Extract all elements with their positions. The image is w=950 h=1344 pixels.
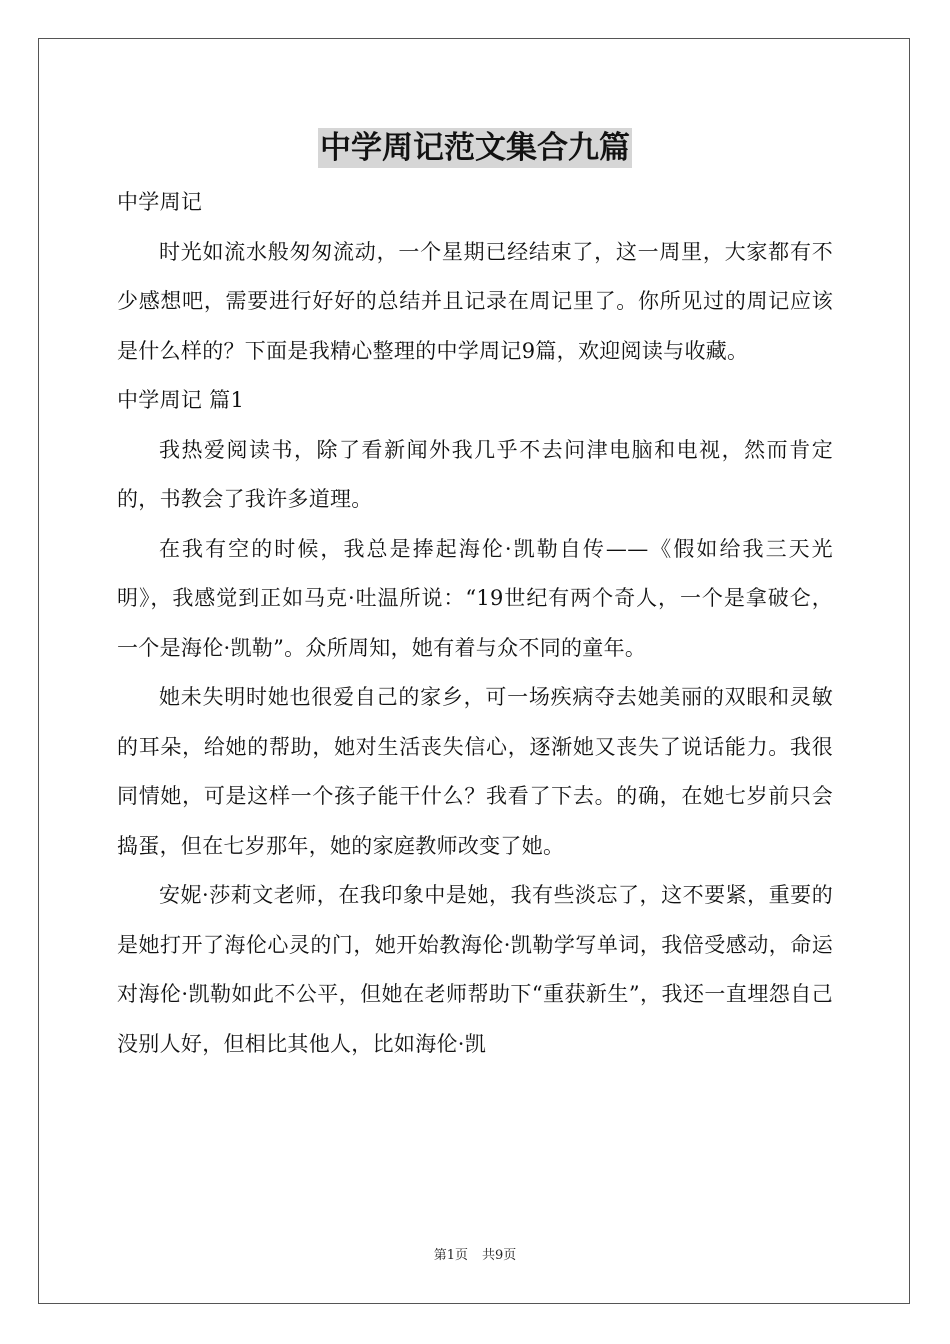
paragraph: 她未失明时她也很爱自己的家乡，可一场疾病夺去她美丽的双眼和灵敏的耳朵，给她的帮助，她对生活丧失信心，逐渐她又丧失了说话能力。我很同情她，可是这样一个孩子能干什么？我看了下去。的确，在她七岁前只会捣蛋，但在七岁那年，她的家庭教师改变了她。 (117, 685, 833, 858)
paragraph: 安妮·莎莉文老师，在我印象中是她，我有些淡忘了，这不要紧，重要的是她打开了海伦心灵的门，她开始教海伦·凯勒学写单词，我倍受感动，命运对海伦·凯勒如此不公平，但她在老师帮助下“重获新生”，我还一直埋怨自己没别人好，但相比其他人，比如海伦·凯 (117, 883, 833, 1056)
paragraph: 我热爱阅读书，除了看新闻外我几乎不去问津电脑和电视，然而肯定的，书教会了我许多道理。 (117, 437, 833, 511)
paragraph: 中学周记 (117, 190, 203, 214)
paragraph: 中学周记 篇1 (117, 388, 245, 412)
paragraph: 在我有空的时候，我总是捧起海伦·凯勒自传——《假如给我三天光明》，我感觉到正如马克·吐温所说：“19世纪有两个奇人，一个是拿破仑，一个是海伦·凯勒”。众所周知，她有着与众不同的童年。 (117, 536, 833, 660)
document-body (117, 178, 833, 1069)
page-footer (0, 1246, 950, 1266)
page-number-total: 共9页 (482, 1248, 517, 1263)
paragraph: 时光如流水般匆匆流动，一个星期已经结束了，这一周里，大家都有不少感想吧，需要进行好好的总结并且记录在周记里了。你所见过的周记应该是什么样的？下面是我精心整理的中学周记9篇，欢迎阅读与收藏。 (117, 239, 833, 363)
title-container (0, 128, 950, 168)
page-number-current: 第1页 (433, 1248, 468, 1263)
document-title: 中学周记范文集合九篇 (320, 130, 630, 166)
